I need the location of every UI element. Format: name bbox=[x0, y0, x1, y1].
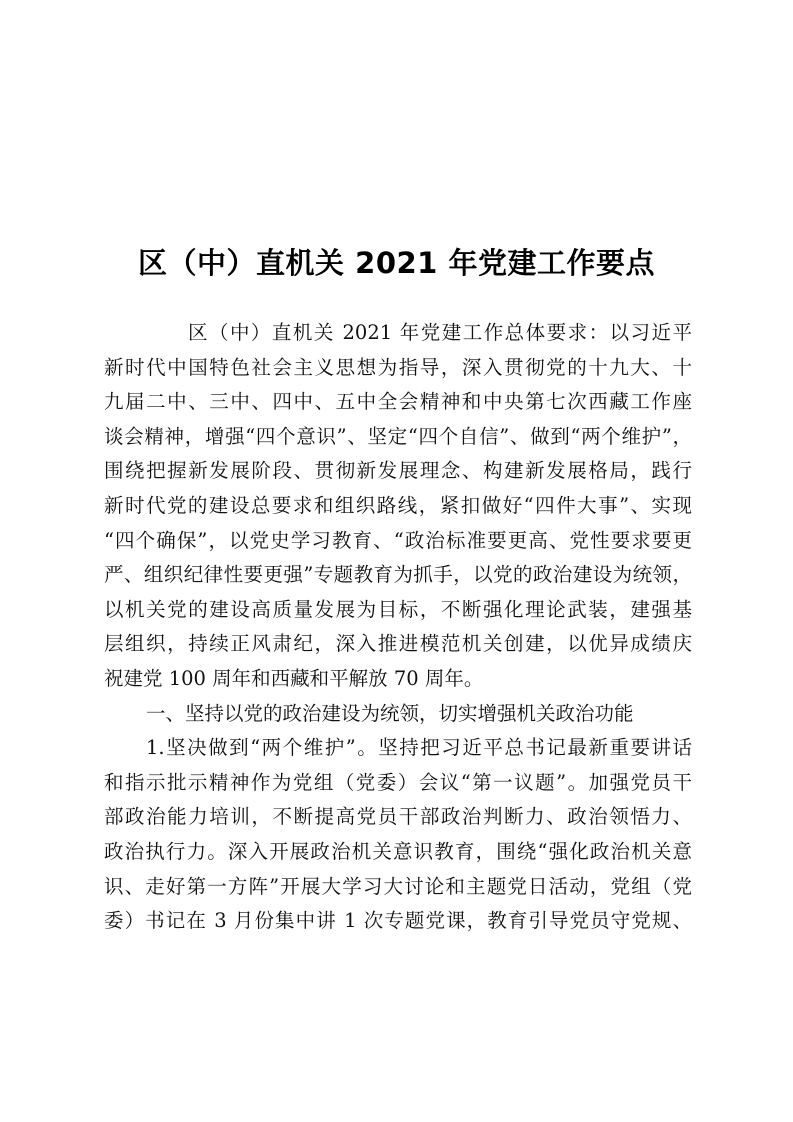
paragraph-general-requirements bbox=[104, 316, 692, 697]
document-body bbox=[104, 316, 692, 939]
text-line: 层组织，持续正风肃纪，深入推进模范机关创建，以优异成绩庆 bbox=[104, 632, 692, 656]
text-line: 识、走好第一方阵”开展大学习大讨论和主题党日活动，党组（党 bbox=[104, 874, 692, 898]
text-line: 部政治能力培训，不断提高党员干部政治判断力、政治领悟力、 bbox=[104, 805, 692, 829]
text-line: 新时代中国特色社会主义思想为指导，深入贯彻党的十九大、十 bbox=[104, 355, 692, 379]
text-line: 谈会精神，增强“四个意识”、坚定“四个自信”、做到“两个维护”， bbox=[104, 424, 692, 448]
document-title: 区（中）直机关 2021 年党建工作要点 bbox=[138, 246, 655, 280]
text-line: 以机关党的建设高质量发展为目标，不断强化理论武装，建强基 bbox=[104, 597, 692, 621]
section-heading-text: 一、坚持以党的政治建设为统领，切实增强机关政治功能 bbox=[146, 701, 634, 725]
section-heading bbox=[104, 697, 692, 732]
text-line: 和指示批示精神作为党组（党委）会议“第一议题”。加强党员干 bbox=[104, 770, 692, 794]
text-line: “四个确保”，以党史学习教育、“政治标准要更高、党性要求要更 bbox=[104, 528, 692, 552]
text-line: 委）书记在 3 月份集中讲 1 次专题党课，教育引导党员守党规、 bbox=[104, 909, 692, 933]
paragraph-item-1 bbox=[104, 731, 692, 939]
text-line: 祝建党 100 周年和西藏和平解放 70 周年。 bbox=[104, 666, 484, 690]
text-line: 新时代党的建设总要求和组织路线，紧扣做好“四件大事”、实现 bbox=[104, 493, 692, 517]
text-line: 区（中）直机关 2021 年党建工作总体要求：以习近平 bbox=[188, 321, 692, 344]
text-line: 政治执行力。深入开展政治机关意识教育，围绕“强化政治机关意 bbox=[104, 839, 692, 863]
text-line: 严、组织纪律性要更强”专题教育为抓手，以党的政治建设为统领， bbox=[104, 563, 692, 587]
text-line: 1.坚决做到“两个维护”。坚持把习近平总书记最新重要讲话 bbox=[146, 736, 692, 760]
text-line: 九届二中、三中、四中、五中全会精神和中央第七次西藏工作座 bbox=[104, 390, 692, 414]
text-line: 围绕把握新发展阶段、贯彻新发展理念、构建新发展格局，践行 bbox=[104, 459, 692, 483]
